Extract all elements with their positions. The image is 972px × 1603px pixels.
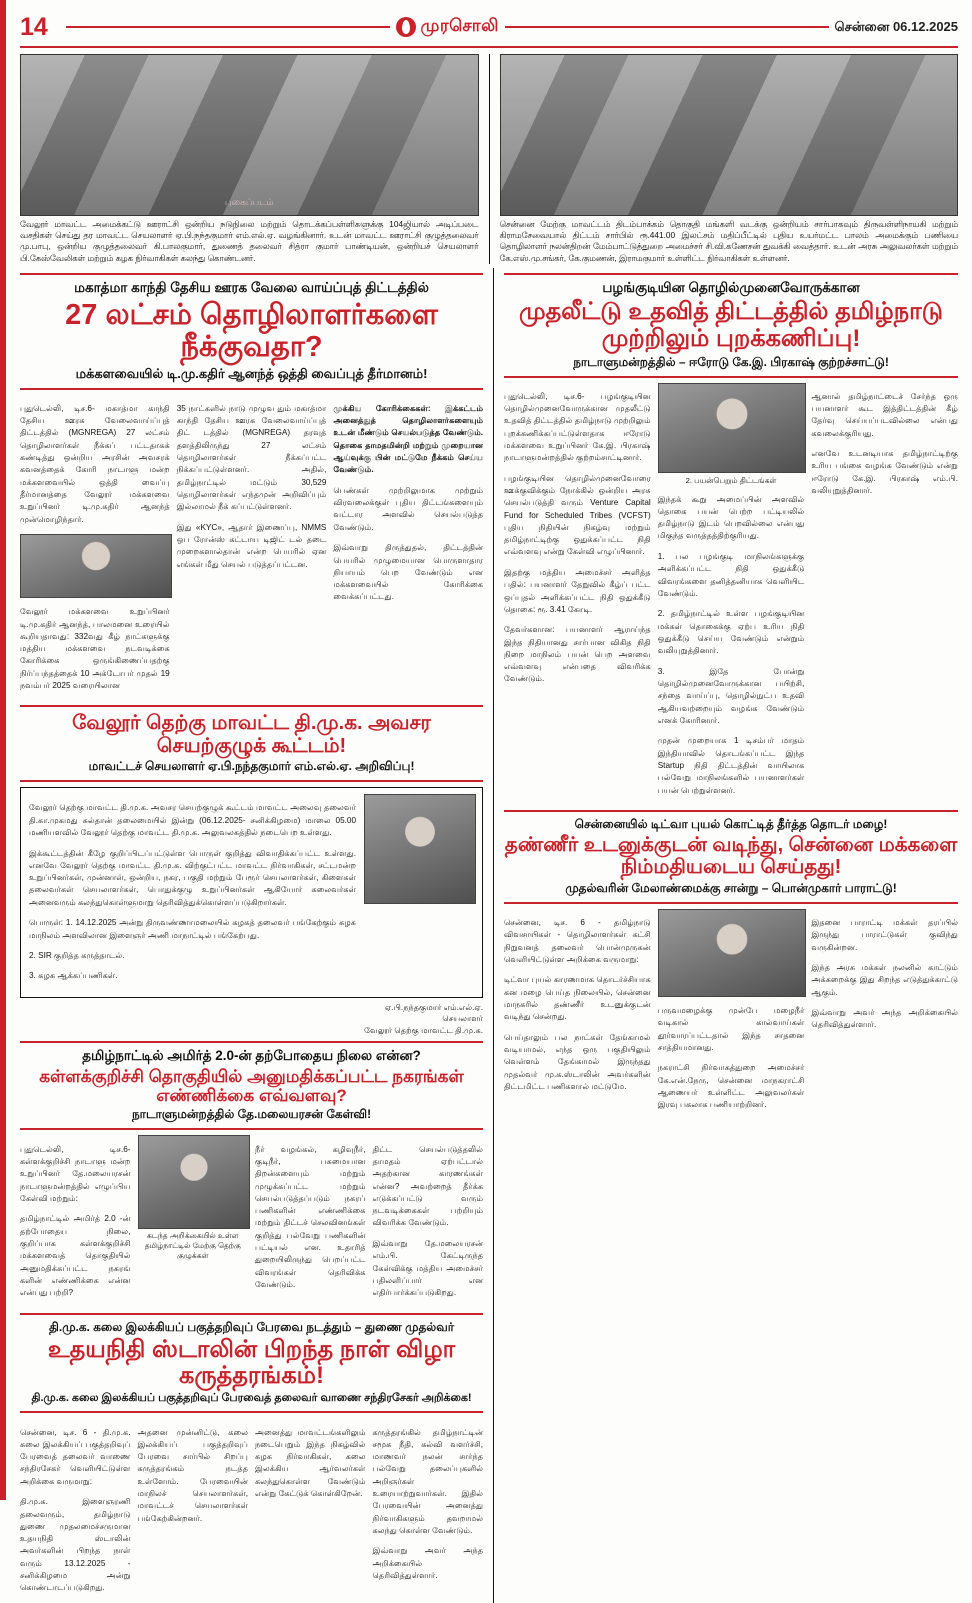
- story-rain-subhead: முதல்வரின் மேலாண்மைக்கு சான்று – பொன்முகார் பாராட்டு!: [565, 880, 897, 895]
- paragraph: பழங்குடியின தொழில்முனைவோரை ஊக்குவிக்கும் நோக்கில் ஒன்றிய அரசு செயல்படுத்தி வரும் Venture Capital Fund for Scheduled Tribes (VCFST) புதிய நிதியின் நிகழ்வு மற்றும் தமிழ்நாட்டிற்கு ஒதுக்கப்பட்ட நிதி எவ்வளவு என்று கேள்வி எழுப்பினார்.: [504, 473, 651, 557]
- paragraph: புதுடெல்லி, டிச.6- கள்ளக்குறிச்சி நாடாளு மன்ற உறுப்பினர் தே.மலையரசன் நாடாளுமன்றத்தில் எழுப்பிய கேள்வி மற்றும்:: [20, 1144, 131, 1203]
- masthead-rule-right: [505, 26, 829, 28]
- photo-caption: சென்னை மேற்கு மாவட்டம் திடம்பாக்கம் தொகுதி மங்களி வடக்கு ஒன்றியம் சார்பாகவும் திருவள்ளிநாயகி மற்றும் கிராமசேவையால் திட்டம் சார்பில் ரூ.441.00 இலட்சம் மதிப்பீட்டில் புதிய உயர்மட்ட பாலம் அமைக்கும் பணியை தொழிலாளர் நலன்திறன் மேம்பாட்டுத்துறை அமைச்சர் சி.வி.கணேசன் துவக்கி வைத்தார். உடன் அரசு அலுவலர்கள் மற்றும் கே.எஸ்.மு.சங்கர், கே.குமணன், இராமகுமார் உள்ளிட்ட நிர்வாகிகள் உள்ளனர்.: [499, 219, 958, 263]
- story-startup-photo-caption: 2. பயன்பெறும் திட்டங்கள்: [685, 475, 777, 485]
- story-startup-col-3: [811, 383, 958, 806]
- right-section: [504, 268, 958, 1603]
- paragraph: பெண்கள் முற்றிலுமாக முற்றும் விரவலைக்குள் புதிய திட்டங்களையும் வட்டார அளவில் செயல்படுத்த வேண்டும்.: [333, 485, 484, 532]
- story-rain-col-3: [811, 909, 958, 1120]
- story-vellore-portrait-block: [364, 794, 474, 991]
- portrait-ke-prakash-mp: [658, 383, 807, 473]
- paragraph: இந்தக் கூறு அமைப்பின் அளவில் தொகை பயன் பெற்ற பட்டியலில் தமிழ்நாடு இடம் பெறவில்லை என்பது மிகுந்த வருத்தத்திற்குரியது.: [657, 494, 805, 541]
- story-startup-col-1: [504, 383, 651, 806]
- paragraph: இதனை பாராட்டி மக்கள் தரப்பில் இருந்து பாராட்டுகள் குவிந்து வருகின்றன.: [811, 917, 959, 952]
- story-amrut-col-3: [255, 1135, 366, 1307]
- rule: [504, 810, 958, 812]
- story-rain-col-2: [658, 909, 805, 1120]
- story-amrut-photo-caption: கடந்த அறிக்கையில் உள்ள தமிழ்நாட்டில் மேற்கு தெற்கு குழுக்கள்: [144, 1231, 241, 1261]
- paragraph: 2. SIR குறித்த கருத்தாடல்.: [29, 950, 125, 960]
- rule: [504, 273, 958, 275]
- portrait-kathir-anand: [20, 534, 172, 598]
- paragraph: புதுடெல்லி, டிச.6- மகாத்மா காந்தி தேசிய ஊரக வேலைவாய்ப்புத் திட்டத்தில் (MGNREGA) 27 லட்சம் தொழிலாளர்கள் நீக்கப் பட்டதாகக் கண்டித்து ஒன்றிய அரசின் அவசரக் கவனத்தைக் கோரி நாடாளு மன்ற மக்களவையில் ஒத்தி வைப்பு தீர்மானத்தை வேலூர் மக்களவை உறுப்பினர் டி.மு.கதிர் ஆனந்த் முன்மொழிந்தார்.: [20, 403, 170, 524]
- rule: [20, 1128, 483, 1130]
- paragraph: இவ்வாறு திருத்துதல், திட்டத்தின் பெயரில் முழுமையான பொருளாதார நியாயம் பெற வேண்டும் என மக்களவையில் கோரிக்கை வைக்கப்பட்டது.: [333, 543, 484, 602]
- paragraph: பெய்தாலும் பல நாட்கள் தேங்காமல் வடியாமல், எந்த ஒரு பகுதியிலும் வெள்ளம் தேங்காமல் இருந்தது முதல்வர் மு.க.ஸ்டாலின் அவர்களின் திட்டமிட்ட பணிகளால் மட்டுமே.: [504, 1032, 651, 1091]
- main-body: [20, 268, 958, 1603]
- story-main-col-1: [20, 395, 170, 701]
- story-main-subhead: மக்களவையில் டி.மு.கதிர் ஆனந்த் ஒத்தி வைப்புத் தீர்மானம்!: [75, 365, 428, 381]
- paragraph: நகராட்சி நிர்வாகத்துறை அமைச்சர் கே.என்.நேரு, சென்னை மாநகராட்சி ஆணையர் உள்ளிட்ட அலுவலர்கள் இரவு பகலாக பணியாற்றினர்.: [657, 1063, 805, 1110]
- story-main-col-3: [333, 395, 483, 701]
- paragraph: எனவே உடனடியாக தமிழ்நாட்டிற்கு உரிய பங்கை வழங்க வேண்டும் என்று ஈரோடு கே.இ. பிரகாஷ் எம்.பி. வலியுறுத்தினார்.: [811, 449, 959, 495]
- story-main-col-2: [177, 395, 327, 701]
- portrait-nandakumar-mla: [364, 794, 476, 904]
- top-photo-block-right: [500, 54, 959, 264]
- story-udhay-col-3: [255, 1418, 366, 1602]
- story-vellore-box: [20, 787, 483, 998]
- paragraph: அனைத்து மாவட்டங்களிலும் நடைபெறும் இந்த நிகழ்வில் கழக நிர்வாகிகள், கலை இலக்கிய ஆர்வலர்கள் கலந்துகொள்ள வேண்டும் என்று கேட்டுக் கொள்கிறேன்.: [255, 1427, 366, 1499]
- story-startup-body: [504, 383, 958, 806]
- paragraph: இவ்வாறு அவர் அந்த அறிக்கையில் தெரிவித்துள்ளார்.: [372, 1546, 484, 1580]
- paragraph: சென்னை, டிச. 6 - தமிழ்நாடு விவசாயிகள் - தொழிலாளர்கள் கட்சி நிறுவனத் தலைவர் பொன்முருகன் வெளியிட்டுள்ள அறிக்கை வருமாறு:: [504, 917, 651, 964]
- paragraph: 1. பல பழங்குடி மாநிலங்களுக்கு அளிக்கப்பட்ட நிதி ஒதுக்கீடு விவரங்களை தனித்தனியாக வெளியிட வேண்டும்.: [657, 551, 805, 598]
- masthead: [20, 10, 958, 48]
- paragraph: இந்த அரசு மக்கள் நலனில் காட்டும் அக்கறைக்கு இது சிறந்த எடுத்துக்காட்டு ஆகும்.: [811, 963, 959, 997]
- story-rain-col-2-text: [658, 1005, 805, 1112]
- paragraph: 3. இதே போன்று தொழில்முனைவோருக்கான பயிற்சி, சந்தை வாய்ப்பு, தொழில்நுட்ப உதவி ஆகியவற்றையும் வழங்க வேண்டும் எனக் கோரினார்.: [657, 666, 805, 725]
- paragraph: டிட்வா புயல் காரணமாக தொடர்ச்சியாக கன மழை பெய்த நிலையில், சென்னை மாநகரில் தண்ணீர் உடனுக்குடன் வடிந்து சென்றது.: [504, 975, 651, 1022]
- story-vellore-subhead: மாவட்டச் செயலாளர் ஏ.பி.நந்தகுமார் எம்.எல்.ஏ. அறிவிப்பு!: [88, 759, 415, 774]
- story-amrut-body: [20, 1135, 483, 1307]
- paragraph: தேவர்களான: பயனாளர் ஆராய்ந்த இந்த நிதியானது சார்பான விகித நிதி நிறை மாநிலம் பயன் பெற அளவை எவ்வளவு என்பதை விவரிக்க வேண்டும்.: [504, 625, 651, 684]
- paragraph: இக்கூட்டத்தின் கீழே குறிப்பிடப்பட்டுள்ள பொருள் குறித்து விவாதிக்கப்பட்ட உள்ளது. எனவே வேலூர் தெற்கு மாவட்ட தி.மு.க. விற்குட்பட்ட மாவட்ட நிர்வாகிகள், சட்டமன்ற உறுப்பினர்கள், முன்னாள், ஒன்றிய, நகர, பகுதி மற்றும் பேரூர் செயலாளர்கள், கிளைகள் தலைவர்கள் செயலாளர்கள், பொதுக்குழு உறுப்பினர்கள் ஆகியோர் கலைவர்கள் அனைவரும் கலந்துகொள்ளுமாறு தெரிவித்துக்கொள்ளப்படுகிறார்கள்.: [29, 848, 357, 907]
- edition-date: சென்னை 06.12.2025: [834, 18, 959, 34]
- column-divider: [489, 54, 490, 264]
- story-udhay-body: [20, 1418, 483, 1602]
- flame-icon: [396, 17, 416, 37]
- story-udhay-col-4: [373, 1418, 484, 1602]
- paragraph: பொருள்: 1. 14.12.2025 அன்று திருவண்ணாமலையில் கழகத் தலைவர் பங்கேற்கும் கழக மாநிலம் அளவிலான இளைஞர் அணி மாநாட்டில் பங்கேற்பது.: [29, 918, 357, 940]
- paragraph: அதனை முன்னிட்டு, கலை இலக்கியப் பகுத்தறிவுப் பேரவை சார்பில் சிறப்பு கருத்தரங்கம் நடத்த உள்ளோம். பேரவையின் மாநிலச் செயலாளர்கள், மாவட்டச் செயலாளர்கள் பங்கேற்கின்றனர்.: [137, 1427, 249, 1523]
- story-rain-headline: தண்ணீர் உடனுக்குடன் வடிந்து, சென்னை மக்களை நிம்மதியடைய செய்தது!: [504, 834, 958, 879]
- photo-vellore-district-employment: [20, 54, 479, 216]
- rule: [20, 1041, 483, 1043]
- story-startup-subhead: நாடாளுமன்றத்தில் – ஈரோடு கே.இ. பிரகாஷ் குற்றச்சாட்டு!: [573, 354, 889, 369]
- paragraph: வேலூர் தெற்கு மாவட்ட தி.மு.க. அவசர செயற்குழுக் கூட்டம் மாவட்ட அலைவு தலைவர் தி.கா.முகமது சுல்தான் தலைமையில் இன்று (06.12.2025- சனிக்கிழமை) மாலை 05.00 மணியளவில் வேலூர் தெற்கு மாவட்ட தி.மு.க. அலுவலகத்தில் நடைபெற உள்ளது.: [29, 803, 357, 838]
- story-amrut-col-2: [138, 1135, 249, 1307]
- rule: [20, 388, 483, 390]
- story-main-headline: 27 லட்சம் தொழிலாளர்களை நீக்குவதா?: [65, 298, 438, 364]
- paragraph: இது «KYC», ஆதார் இணைப்பு, NMMS ஒப ரோன்ஸ் கட்டாய டிஜிட் டல் தடை முறைகளால்தான் என்ற பெயரில் ஏன எங்கள் மீது செயல் படுத்தப்பட்டன.: [176, 522, 327, 569]
- photo-caption: வேலூர் மாவட்ட அமைக்கட்டு ஊராட்சி ஒன்றிய நடுநிலை மற்றும் தொடக்கப்பள்ளிகளுக்கு 104ஜியால் அடிப்படை வசதிகள் செய்து தர மாவட்ட செயலாளர் ஏ.பி.நந்தகுமார் எம்.எல்.ஏ. வழங்கினார். உடன் மாவட்ட ஊராட்சி குழுத்தலைவர் மு.பாபு, ஒன்றிய குழுத்தலைவர் கி.பாலகுமார், துணைத் தலைவர் சித்ரா குமார் பாண்டியன், ஒன்றியச் செயலாளர் பி.கேஸ்வேலிகள் மற்றும் கழக நிர்வாகிகள் கலந்து கொண்டனர்.: [20, 219, 479, 263]
- story-amrut-headline: கள்ளக்குறிச்சி தொகுதியில் அனுமதிக்கப்பட்ட நகரங்கள் எண்ணிக்கை எவ்வளவு?: [39, 1067, 464, 1106]
- story-udhay-headline: உதயநிதி ஸ்டாலின் பிறந்த நாள் விழா கருத்தரங்கம்!: [47, 1335, 456, 1390]
- paragraph: 35 நாட்களில் நாடு முழுவ தும் மகாத்மா காந்தி தேசிய ஊரக வேலைவாய்ப்புத் திட் டத்தில் (MGNREGA) தரவுத் தளத்திலிருந்து 27 லட்சம் தொழிலாளர்கள் நீக்கப்பட்ட நிக்கப்பட்டுள்ளனர். அதில், தமிழ்நாட்டில் மட்டும் 30,529 தொழிலாளர்கள் எந்தமுன் அறிவிப்பும் இல்லாமல் நீக் கப்பட்டுள்ளனர்.: [176, 403, 327, 512]
- paragraph: புதுடெல்லி, டிச.6- பழங்குடியின தொழில்முனைவோருக்கான முதலீட்டு உதவித் திட்டத்தில் தமிழ்நாடு முற்றிலும் புறக்கணிக்கப்பட்டுள்ளதாக ஈரோடு மக்களவை உறுப்பினர் கே.இ. பிரகாஷ் நாடாளுமன்றத்தில் குற்றம்சாட்டினார்.: [504, 391, 651, 463]
- paragraph: முதன் முறையாக 1 டிசம்பர் மாதம் இந்தியாவில் தொடங்கப்பட்ட இந்த Startup நிதி திட்டத்தின் வாயிலாக பல்வேறு மாநிலங்களில் பயனாளர்கள் பயன் பெற்றுள்ளனர்.: [657, 736, 805, 795]
- paragraph: சென்னை, டிச. 6 - தி.மு.க. கலை இலக்கியப் பகுத்தறிவுப் பேரவைத் தலைவர் வாணை சந்திரசேகர் வெளியிட்டுள்ள அறிக்கை வருமாறு:: [20, 1427, 131, 1486]
- paragraph: இவ்வாறு அவர் அந்த அறிக்கையில் தெரிவித்துள்ளார்.: [811, 1008, 959, 1030]
- story-main-kicker: மகாத்மா காந்தி தேசிய ஊரக வேலை வாய்ப்புத் திட்டத்தில்: [74, 279, 429, 295]
- paper-logo: [396, 16, 500, 38]
- rule: [20, 1411, 483, 1413]
- story-rain-col-1: [504, 909, 651, 1120]
- paragraph: பருவமழைக்கு முன்பே மழைநீர் வடிகால் கால்வாய்கள் தூர்வாரப்பட்டதால் இந்த சாதனை சாத்தியமானது.: [657, 1005, 805, 1052]
- story-udhay-col-1: [20, 1418, 131, 1602]
- paragraph: தி.மு.க. இளைஞரணி தலைவரும், தமிழ்நாடு துணை முதலமைச்சருமான உதயநிதி ஸ்டாலின் அவர்களின் பிறந்த நாள் வரும் 13.12.2025 - சனிக்கிழமை அன்று கொண்டாடப்படுகிறது.: [20, 1497, 131, 1593]
- story-vellore-headline: வேலூர் தெற்கு மாவட்ட தி.மு.க. அவசர செயற்குழுக் கூட்டம்!: [72, 712, 431, 757]
- paragraph: திட்ட செயல்படுத்தலில் தாமதம் ஏற்பட்டால் அதற்கான காரணங்கள் என்ன? அவற்றைத் தீர்க்க எடுக்கப்பட்டு வரும் நடவடிக்கைகள் பற்றியும் விவரிக்க வேண்டும்.: [372, 1144, 484, 1228]
- left-section: [20, 268, 483, 1603]
- story-amrut-col-4: [373, 1135, 484, 1307]
- paper-name: முரசொலி: [420, 16, 499, 35]
- story-vellore-text: [29, 794, 356, 991]
- paragraph: வேலூர் மக்களவை உறுப்பினர் டி.மு.கதிர் ஆனந்த், பாலமனை உரையில் கூறியதாவது: 332வது கீழ் நாட்களுக்கு மத்திய மக்களவை நடவடிக்கை கோரிக்கை ஒருங்கிணைப்பதற்கு நிர்ப்பந்தத்தைக் 10 அக்டோபர் முதல் 19 நவம்பர் 2025 வரையிலான: [20, 607, 170, 690]
- rule: [504, 376, 958, 378]
- portrait-malaiyarasan-mp: [138, 1135, 251, 1229]
- top-photo-block-left: [20, 54, 479, 264]
- story-startup-headline: முதலீட்டு உதவித் திட்டத்தில் தமிழ்நாடு முற்றிலும் புறக்கணிப்பு!: [518, 297, 944, 352]
- story-startup-col-2: [658, 383, 805, 806]
- paragraph-demands-head: முக்கிய கோரிக்கைகள்: இக்கட்டம் அனைத்துத் தொழிலாளர்களையும் உடன் மீண்டும் செயல்படுத்த வேண்டும். தொகை தாமதமின்றி மற்றும் முறையான ஆய்வுக்கு பின் மட்டுமே நீக்கம் செய்ய வேண்டும்.: [333, 403, 484, 475]
- story-udhay-col-2: [138, 1418, 249, 1602]
- paragraph: இவ்வாறு தே.மலையரசன் எம்.பி. கேட்டிருந்த கேள்விக்கு மத்திய அமைச்சர் பதிலளிப்பார் என எதிர்பார்க்கப்படுகிறது.: [372, 1238, 484, 1298]
- top-photo-row: [20, 54, 958, 264]
- story-startup-kicker: பழங்குடியின தொழில்முனைவோருக்கான: [602, 279, 860, 295]
- signature-role: செயலாளர்: [442, 1014, 484, 1024]
- paragraph: தமிழ்நாட்டில் அமிர்த் 2.0 -ன் தற்போதைய நிலை, குறிப்பாக கள்ளக்குறிச்சி மக்களவைத் தொகுதியில் அனுமதிக்கப்பட்ட நகரங் களின் எண்ணிக்கை என்ன என்பது பற்றி?: [20, 1214, 131, 1298]
- rule: [20, 273, 483, 275]
- masthead-rule-left: [66, 26, 390, 28]
- paragraph: 2. தமிழ்நாட்டில் உள்ள பழங்குடியின மக்கள் தொகைக்கு ஏற்ப உரிய நிதி ஒதுக்கீடு செய்ய வேண்டும் என்றும் வலியுறுத்தினார்.: [657, 609, 805, 656]
- photo-watermark: புகைப்படம்: [224, 197, 274, 207]
- paragraph: ஆனால் தமிழ்நாட்டைச் சேர்ந்த ஒரு பயனாளர் கூட இத்திட்டத்தின் கீழ் தேர்வு செய்யப்படவில்லை என்பது கவலைக்குரியது.: [811, 391, 959, 438]
- photo-thiruvallur-relief: [500, 54, 959, 216]
- paragraph: நீர் வழங்கல், கழிவுநீர், குடிநீர், பசுமையான திறன்களையும் மற்றும் முழுக்கப்பட்ட மற்றும் செயல்படுத்தப்படும் நகரப் பணிகளின் எண்ணிக்கை மற்றும் திட்டச் செலவினங்கள் குறித்து பல்வேறு பணிகளின் பட்டியல் என. உதாரித் துறையிலிருந்து பெறப்பட்ட விவரங்கள் தெரிவிக்க வேண்டும்.: [255, 1144, 366, 1289]
- story-amrut-subhead: நாடாளுமன்றத்தில் தே.மலையரசன் கேள்வி!: [131, 1107, 372, 1122]
- paragraph: கருத்தரங்கில் தமிழ்நாட்டின் சமூக நீதி, கல்வி வளர்ச்சி, மாணவர் நலன் சார்ந்த பல்வேறு தலைப்புகளில் அறிஞர்கள் உரையாற்றுவார்கள். இதில் பேரவையின் அனைத்து நிர்வாகிகளும் தவறாமல் கலந்து கொள்ள வேண்டும்.: [372, 1427, 484, 1535]
- column-divider: [493, 268, 494, 1603]
- portrait-ponmudi: [658, 909, 807, 997]
- rule: [504, 902, 958, 904]
- story-udhay-kicker: தி.மு.க. கலை இலக்கியப் பகுத்தறிவுப் பேரவை நடத்தும் – துணை முதல்வர்: [49, 1319, 454, 1334]
- paragraph: இதற்கு மத்திய அமைச்சர் அளித்த பதில்: பயனாளர் தேறுவில் கீழ்ப் பட்ட ஒப்புதல் அளிக்கப்பட்ட நிதி ஒதுக்கீடு தொகை: ரூ. 3.41 கோடி.: [504, 567, 651, 614]
- story-rain-kicker: சென்னையில் டிட்வா புயல் கொட்டித் தீர்த்த தொடர் மழை!: [574, 817, 888, 832]
- rule: [20, 1313, 483, 1315]
- rule: [20, 780, 483, 782]
- story-rain-body: [504, 909, 958, 1120]
- rule: [20, 705, 483, 707]
- story-main-body: [20, 395, 483, 701]
- paragraph: 3. கழக ஆக்கப்பணிகள்.: [29, 971, 118, 981]
- signature-name: ஏ.பி.நந்தகுமார் எம்.எல்.ஏ.: [384, 1002, 484, 1012]
- story-amrut-kicker: தமிழ்நாட்டில் அமிர்த் 2.0-ன் தற்போதைய நிலை என்ன?: [82, 1048, 421, 1064]
- story-vellore-signature: [20, 1002, 483, 1036]
- signature-org: வேலூர் தெற்கு மாவட்ட தி.மு.க.: [364, 1025, 484, 1035]
- page-number: 14: [20, 12, 48, 41]
- story-amrut-col-1: [20, 1135, 131, 1307]
- story-udhay-subhead: தி.மு.க. கலை இலக்கியப் பகுத்தறிவுப் பேரவைத் தலைவர் வாணை சந்திரசேகர் அறிக்கை!: [31, 1392, 472, 1405]
